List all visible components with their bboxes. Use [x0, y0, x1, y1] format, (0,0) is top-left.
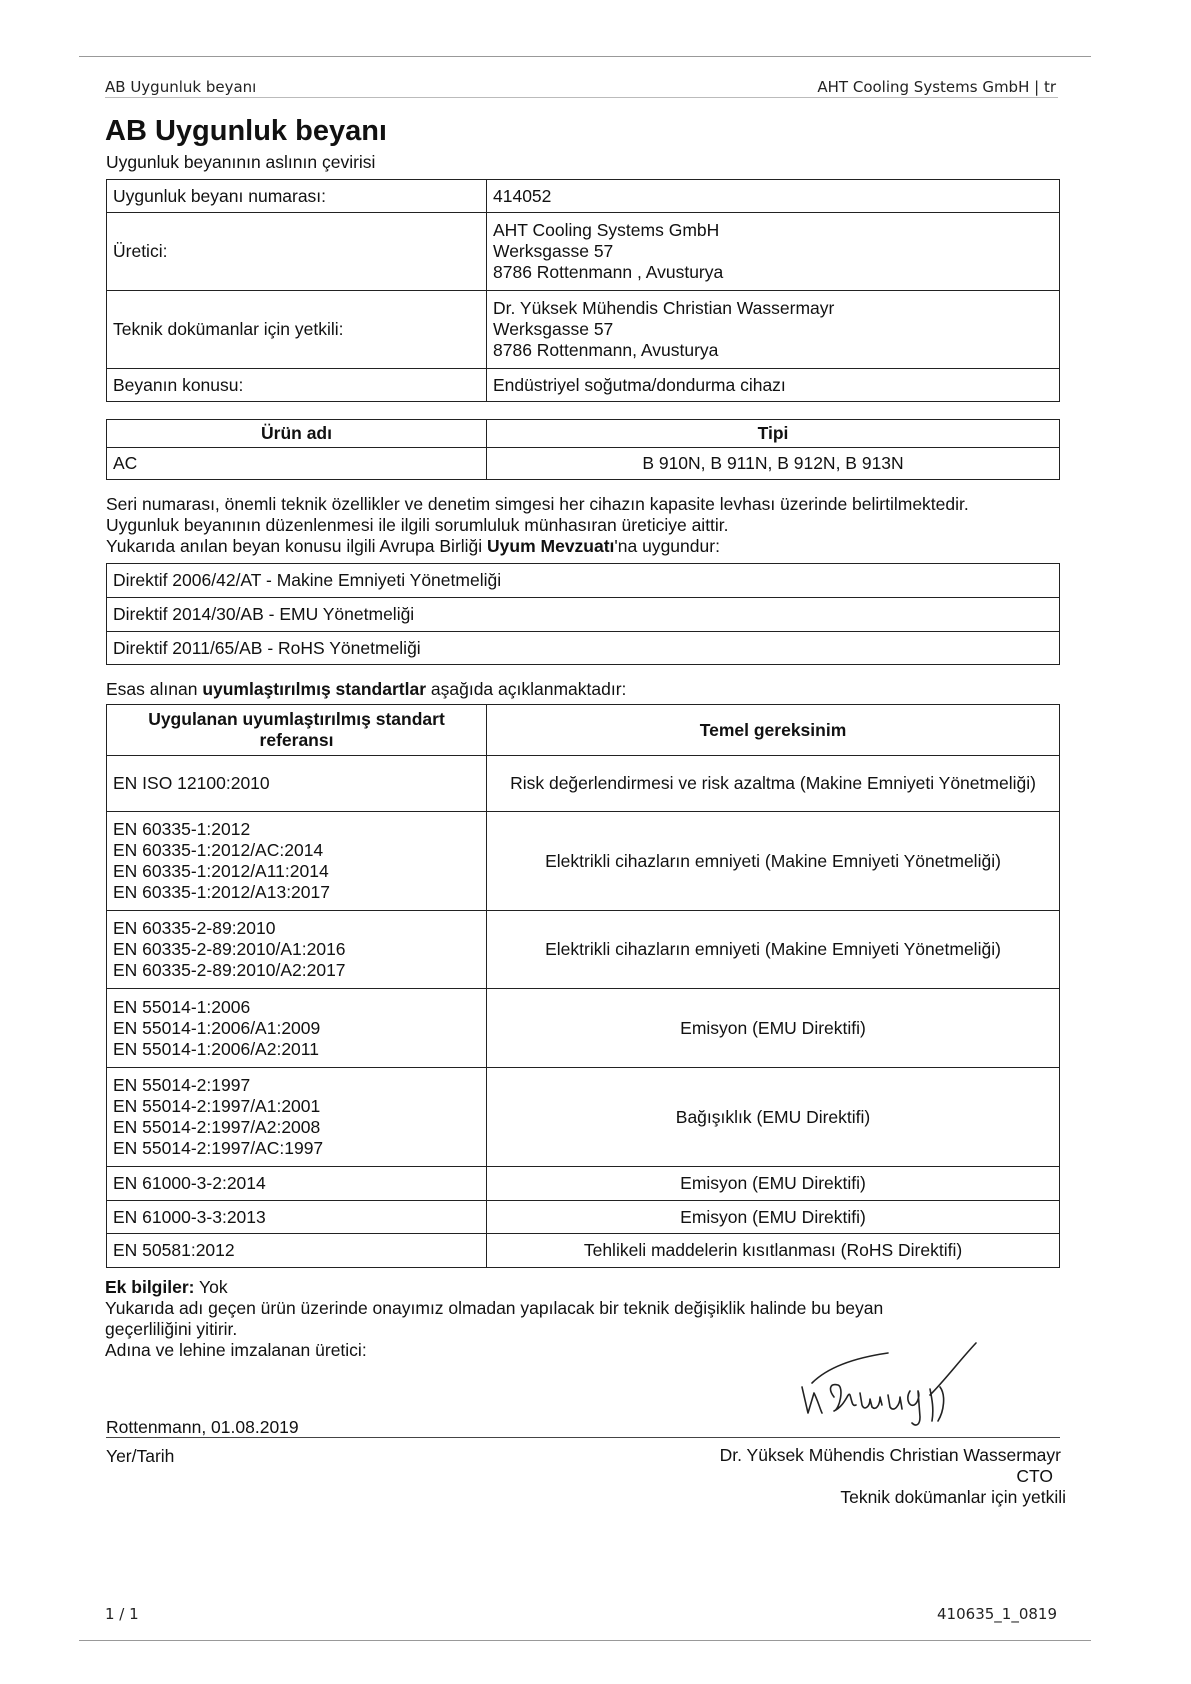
page-number: 1 / 1 [105, 1605, 139, 1623]
standards-row [107, 1167, 1060, 1201]
requirement: Emisyon (EMU Direktifi) [487, 989, 1060, 1068]
directives-table [106, 563, 1060, 665]
info-value: Endüstriyel soğutma/dondurma cihazı [487, 369, 1060, 402]
intro-line-3: Yukarıda anılan beyan konusu ilgili Avrupa Birliği Uyum Mevzuatı'na uygundur: [106, 536, 720, 556]
intro-line-1: Seri numarası, önemli teknik özellikler ve denetim simgesi her cihazın kapasite levhası üzerinde belirtilmektedir. [106, 494, 969, 514]
directive-item: Direktif 2006/42/AT - Makine Emniyeti Yönetmeliği [107, 564, 1060, 598]
product-name: AC [107, 448, 487, 480]
standard-refs: EN 60335-2-89:2010 EN 60335-2-89:2010/A1:2016 EN 60335-2-89:2010/A2:2017 [107, 911, 487, 989]
directive-item: Direktif 2014/30/AB - EMU Yönetmeliği [107, 598, 1060, 632]
product-name-header: Ürün adı [107, 420, 487, 448]
intro-line-2: Uygunluk beyanının düzenlenmesi ile ilgili sorumluluk münhasıran üreticiye aittir. [106, 515, 729, 535]
requirement: Bağışıklık (EMU Direktifi) [487, 1068, 1060, 1167]
standard-refs: EN 55014-2:1997 EN 55014-2:1997/A1:2001 EN 55014-2:1997/A2:2008 EN 55014-2:1997/AC:1997 [107, 1068, 487, 1167]
requirement-header: Temel gereksinim [487, 705, 1060, 756]
standards-row [107, 1068, 1060, 1167]
standards-table [106, 704, 1060, 1268]
standards-row [107, 989, 1060, 1068]
directive-row [107, 598, 1060, 632]
intro-text [106, 494, 1066, 557]
info-label: Teknik dokümanlar için yetkili: [107, 291, 487, 369]
bottom-rule [79, 1640, 1091, 1641]
additional-line-1: Ek bilgiler: Yok [105, 1277, 228, 1297]
standards-row [107, 1201, 1060, 1234]
info-value: AHT Cooling Systems GmbH Werksgasse 57 8786 Rottenmann , Avusturya [487, 213, 1060, 291]
standards-row [107, 1234, 1060, 1268]
standard-refs: EN 61000-3-3:2013 [107, 1201, 487, 1234]
directive-row [107, 632, 1060, 665]
additional-line-3: geçerliliğini yitirir. [105, 1319, 238, 1339]
signature-image [790, 1335, 990, 1430]
info-row-subject [107, 369, 1060, 402]
requirement: Emisyon (EMU Direktifi) [487, 1167, 1060, 1201]
standard-refs: EN 55014-1:2006 EN 55014-1:2006/A1:2009 EN 55014-1:2006/A2:2011 [107, 989, 487, 1068]
page-title: AB Uygunluk beyanı [105, 115, 387, 147]
top-rule [79, 56, 1091, 57]
signatory-name: Dr. Yüksek Mühendis Christian Wassermayr [719, 1445, 1061, 1465]
standard-refs: EN 61000-3-2:2014 [107, 1167, 487, 1201]
signatory-function: Teknik dokümanlar için yetkili [840, 1487, 1066, 1507]
product-header-row [107, 420, 1060, 448]
standards-row [107, 812, 1060, 911]
requirement: Emisyon (EMU Direktifi) [487, 1201, 1060, 1234]
standards-intro: Esas alınan uyumlaştırılmış standartlar aşağıda açıklanmaktadır: [106, 679, 627, 699]
standards-row [107, 756, 1060, 812]
standard-refs: EN ISO 12100:2010 [107, 756, 487, 812]
product-type-header: Tipi [487, 420, 1060, 448]
requirement: Elektrikli cihazların emniyeti (Makine Emniyeti Yönetmeliği) [487, 812, 1060, 911]
standard-refs: EN 50581:2012 [107, 1234, 487, 1268]
standard-refs: EN 60335-1:2012 EN 60335-1:2012/AC:2014 EN 60335-1:2012/A11:2014 EN 60335-1:2012/A13:2017 [107, 812, 487, 911]
info-label: Üretici: [107, 213, 487, 291]
directive-item: Direktif 2011/65/AB - RoHS Yönetmeliği [107, 632, 1060, 665]
standards-header-row [107, 705, 1060, 756]
header-right: AHT Cooling Systems GmbH | tr [817, 78, 1056, 96]
signature-rule [106, 1437, 1060, 1438]
signatory-block [719, 1445, 1066, 1508]
info-row-number [107, 180, 1060, 213]
info-row-manufacturer [107, 213, 1060, 291]
directive-row [107, 564, 1060, 598]
product-types: B 910N, B 911N, B 912N, B 913N [487, 448, 1060, 480]
requirement: Elektrikli cihazların emniyeti (Makine Emniyeti Yönetmeliği) [487, 911, 1060, 989]
product-table [106, 419, 1060, 480]
info-label: Uygunluk beyanı numarası: [107, 180, 487, 213]
place-date-label: Yer/Tarih [106, 1446, 175, 1466]
signatory-role: CTO [1016, 1466, 1053, 1486]
standards-row [107, 911, 1060, 989]
info-table [106, 179, 1060, 402]
header-rule [105, 97, 1058, 98]
requirement: Tehlikeli maddelerin kısıtlanması (RoHS Direktifi) [487, 1234, 1060, 1268]
standard-ref-header: Uygulanan uyumlaştırılmış standart referansı [107, 705, 487, 756]
additional-line-4: Adına ve lehine imzalanan üretici: [105, 1340, 367, 1360]
requirement: Risk değerlendirmesi ve risk azaltma (Makine Emniyeti Yönetmeliği) [487, 756, 1060, 812]
additional-line-2: Yukarıda adı geçen ürün üzerinde onayımız olmadan yapılacak bir teknik değişiklik halinde bu beyan [105, 1298, 884, 1318]
document-id: 410635_1_0819 [937, 1605, 1057, 1623]
info-label: Beyanın konusu: [107, 369, 487, 402]
product-row [107, 448, 1060, 480]
page-subtitle: Uygunluk beyanının aslının çevirisi [106, 152, 376, 172]
info-row-tech-docs [107, 291, 1060, 369]
info-value: 414052 [487, 180, 1060, 213]
header-left: AB Uygunluk beyanı [105, 78, 257, 96]
info-value: Dr. Yüksek Mühendis Christian Wassermayr Werksgasse 57 8786 Rottenmann, Avusturya [487, 291, 1060, 369]
place-date: Rottenmann, 01.08.2019 [106, 1417, 299, 1437]
